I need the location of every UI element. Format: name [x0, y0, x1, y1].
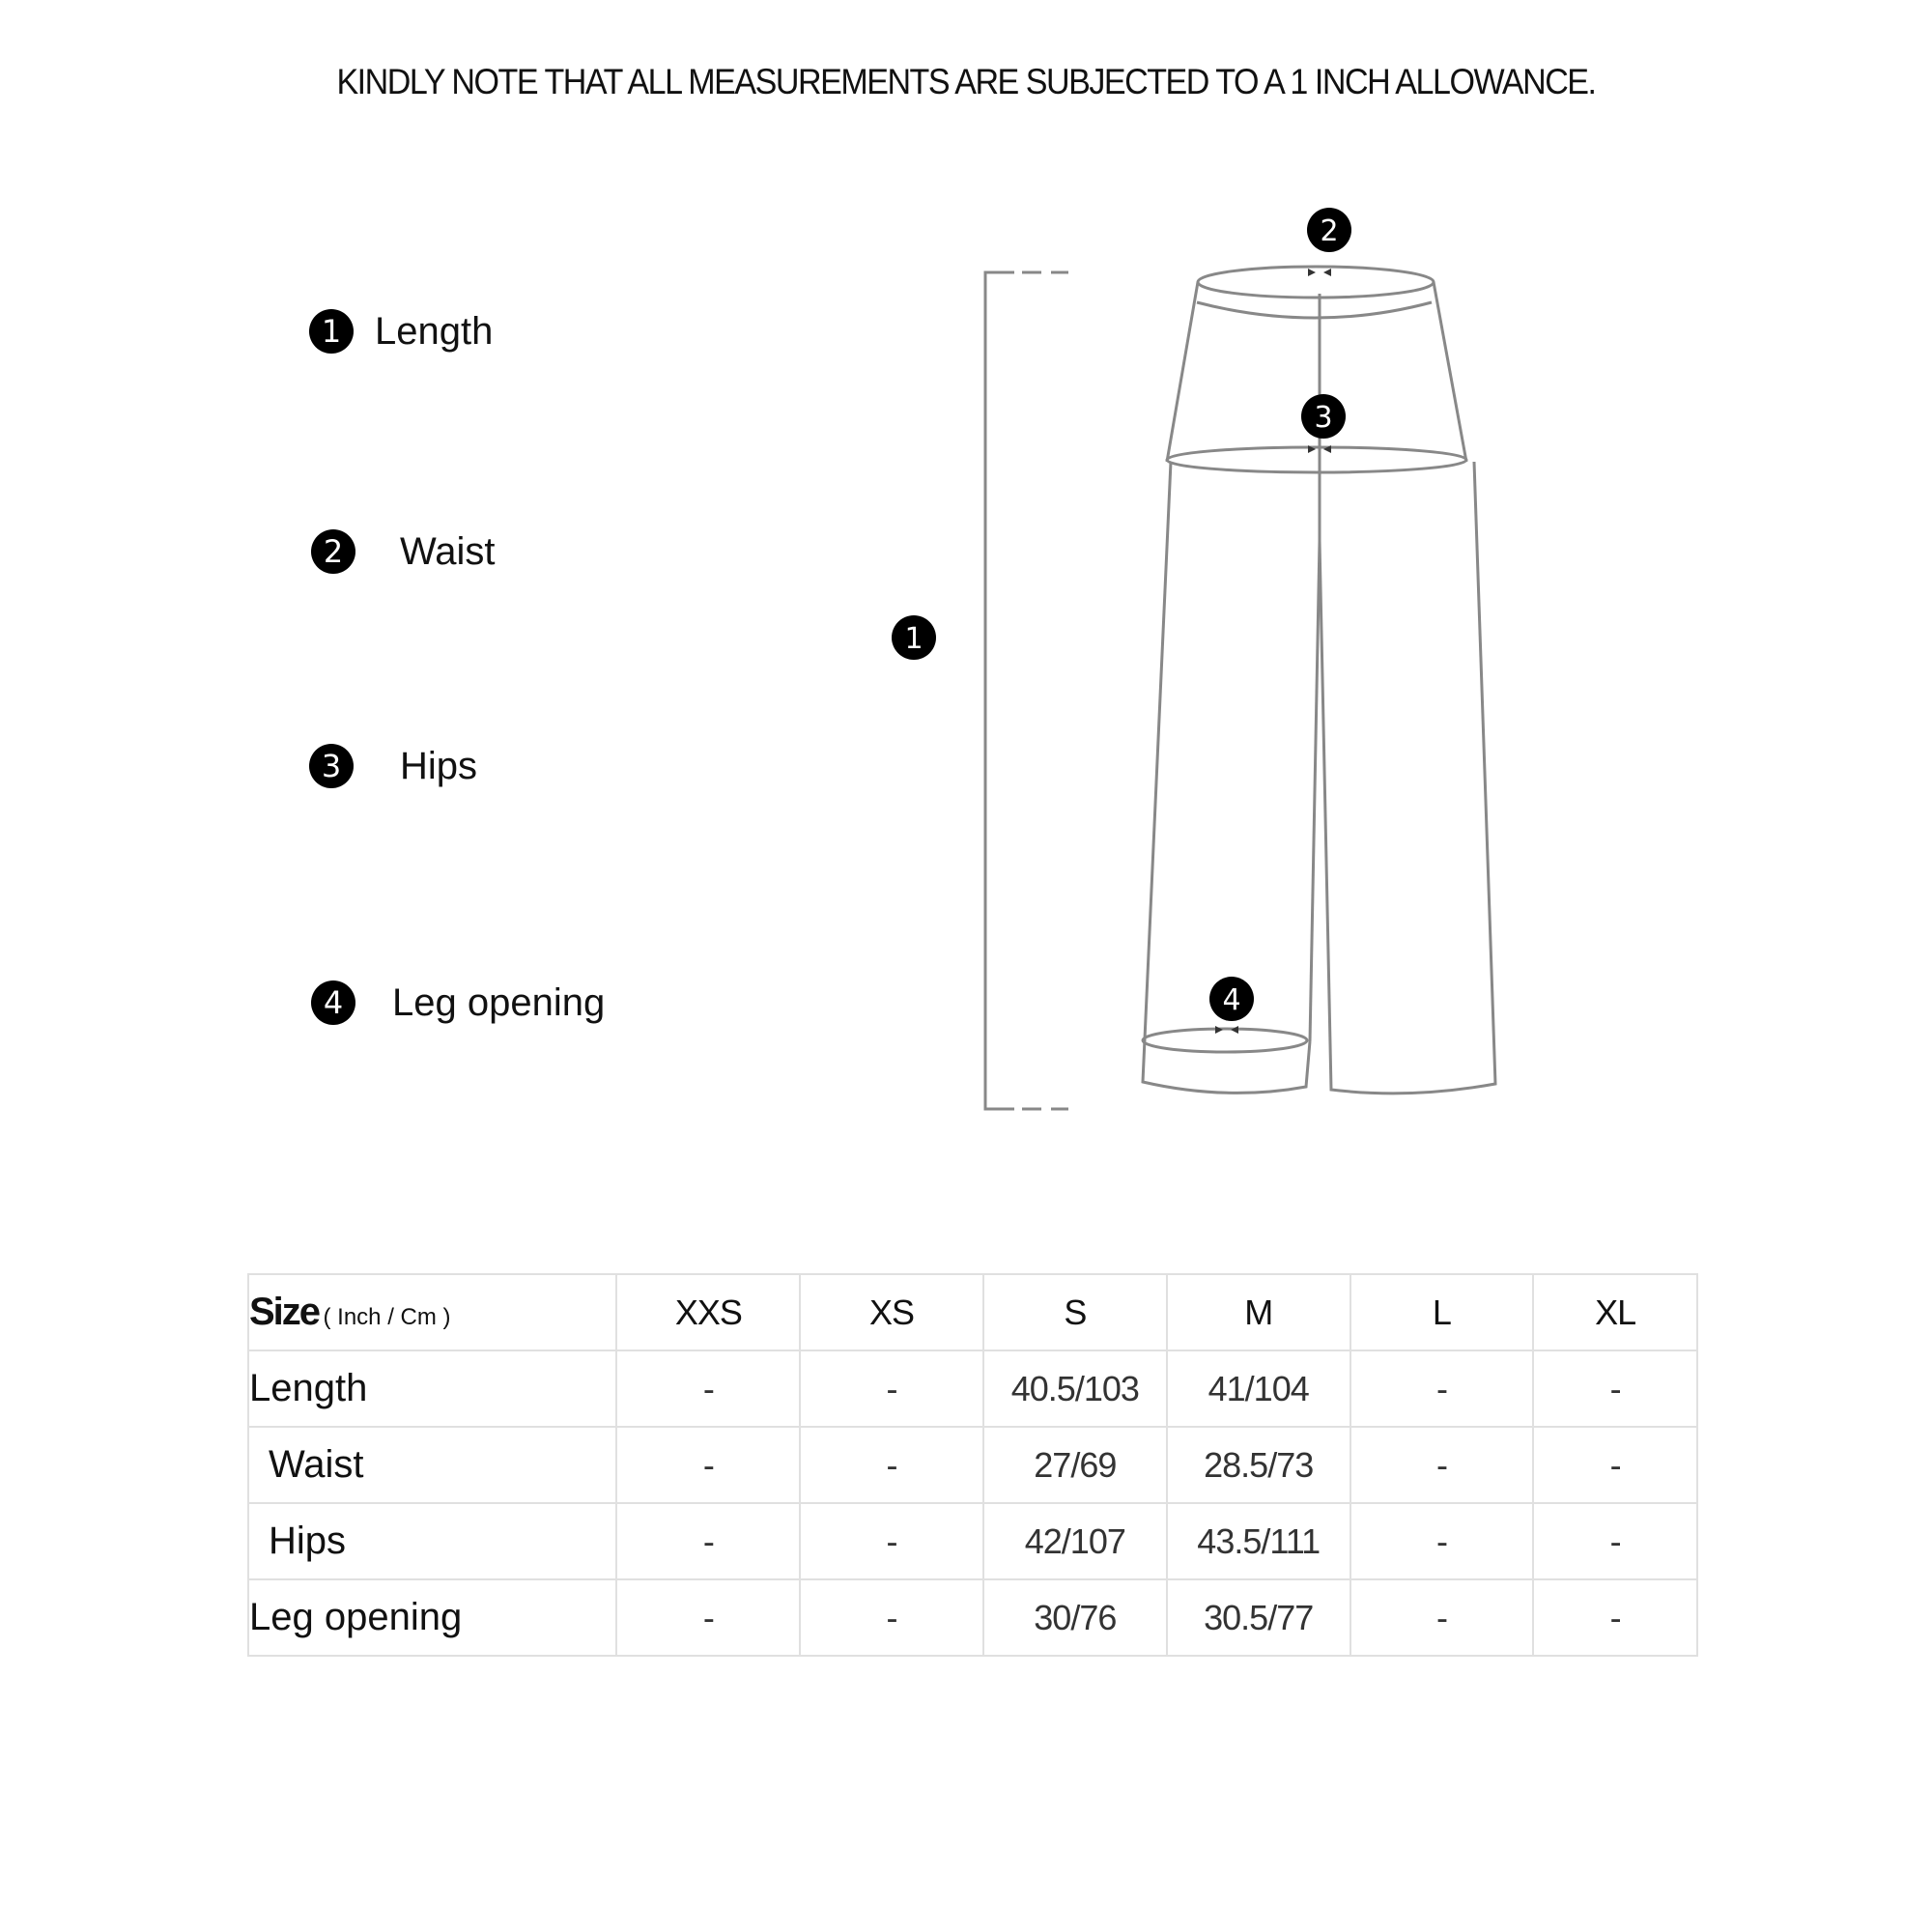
column-header-l: L: [1350, 1274, 1534, 1350]
marker-waist: [1307, 208, 1351, 252]
column-header-s: S: [983, 1274, 1167, 1350]
table-cell: -: [1350, 1427, 1534, 1503]
table-row-waist: [248, 1427, 1697, 1503]
legend-label: Length: [375, 309, 494, 353]
size-header: [248, 1274, 616, 1350]
marker-hips-text: 3: [1314, 401, 1333, 435]
column-header-xs: XS: [800, 1274, 983, 1350]
table-cell: -: [1533, 1427, 1697, 1503]
row-label: Waist: [248, 1427, 616, 1503]
marker-waist-text: 2: [1320, 214, 1339, 248]
table-cell: 40.5/103: [983, 1350, 1167, 1427]
table-header-row: [248, 1274, 1697, 1350]
leg-arrow-right: [1231, 1026, 1238, 1034]
table-cell: 28.5/73: [1167, 1427, 1350, 1503]
number-badge-1: 1: [309, 309, 354, 354]
legend-label: Waist: [400, 529, 496, 573]
marker-leg-opening-text: 4: [1222, 983, 1241, 1017]
legend-label: Leg opening: [392, 980, 606, 1024]
table-cell: 27/69: [983, 1427, 1167, 1503]
hip-side-right: [1434, 282, 1466, 462]
row-label: Hips: [248, 1503, 616, 1579]
column-header-m: M: [1167, 1274, 1350, 1350]
table-row-length: [248, 1350, 1697, 1427]
size-header-unit: ( Inch / Cm ): [323, 1304, 451, 1330]
row-label: Leg opening: [248, 1579, 616, 1656]
table-cell: -: [800, 1503, 983, 1579]
allowance-notice: KINDLY NOTE THAT ALL MEASUREMENTS ARE SUBJECTED TO A 1 INCH ALLOWANCE.: [336, 62, 1596, 101]
column-header-xxs: XXS: [616, 1274, 800, 1350]
column-header-xl: XL: [1533, 1274, 1697, 1350]
hips-ellipse: [1167, 447, 1466, 472]
table-cell: -: [1350, 1350, 1534, 1427]
leg-arrow-left: [1215, 1026, 1223, 1034]
table-cell: -: [1533, 1350, 1697, 1427]
number-badge-3: 3: [309, 744, 354, 788]
left-leg-inseam: [1310, 541, 1320, 1041]
table-row-leg-opening: [248, 1579, 1697, 1656]
table-cell: -: [616, 1503, 800, 1579]
table-cell: -: [800, 1579, 983, 1656]
marker-leg-opening: [1209, 977, 1254, 1021]
waistband-edge: [1197, 302, 1432, 318]
size-header-label: Size: [249, 1291, 320, 1333]
hip-side-left: [1167, 282, 1198, 462]
marker-length-text: 1: [904, 622, 923, 656]
size-chart-table: [247, 1273, 1698, 1657]
waist-ellipse: [1198, 267, 1434, 298]
table-row-hips: [248, 1503, 1697, 1579]
marker-hips: [1301, 394, 1346, 439]
table-cell: -: [1533, 1579, 1697, 1656]
table-cell: 41/104: [1167, 1350, 1350, 1427]
number-badge-4: 4: [311, 980, 355, 1025]
table-cell: -: [800, 1350, 983, 1427]
leg-opening-ellipse: [1143, 1029, 1307, 1052]
table-cell: 30/76: [983, 1579, 1167, 1656]
table-cell: 42/107: [983, 1503, 1167, 1579]
right-leg-outline: [1320, 462, 1495, 1094]
waist-arrow-left: [1308, 269, 1316, 276]
row-label: Length: [248, 1350, 616, 1427]
legend-label: Hips: [400, 744, 478, 787]
table-cell: 30.5/77: [1167, 1579, 1350, 1656]
table-cell: -: [616, 1579, 800, 1656]
table-cell: -: [616, 1350, 800, 1427]
marker-length: [892, 615, 936, 660]
table-cell: -: [1350, 1579, 1534, 1656]
table-cell: -: [800, 1427, 983, 1503]
length-bracket: [985, 272, 1014, 1109]
table-cell: 43.5/111: [1167, 1503, 1350, 1579]
waist-arrow-right: [1323, 269, 1331, 276]
number-badge-2: 2: [311, 529, 355, 574]
table-cell: -: [1533, 1503, 1697, 1579]
table-cell: -: [1350, 1503, 1534, 1579]
table-cell: -: [616, 1427, 800, 1503]
